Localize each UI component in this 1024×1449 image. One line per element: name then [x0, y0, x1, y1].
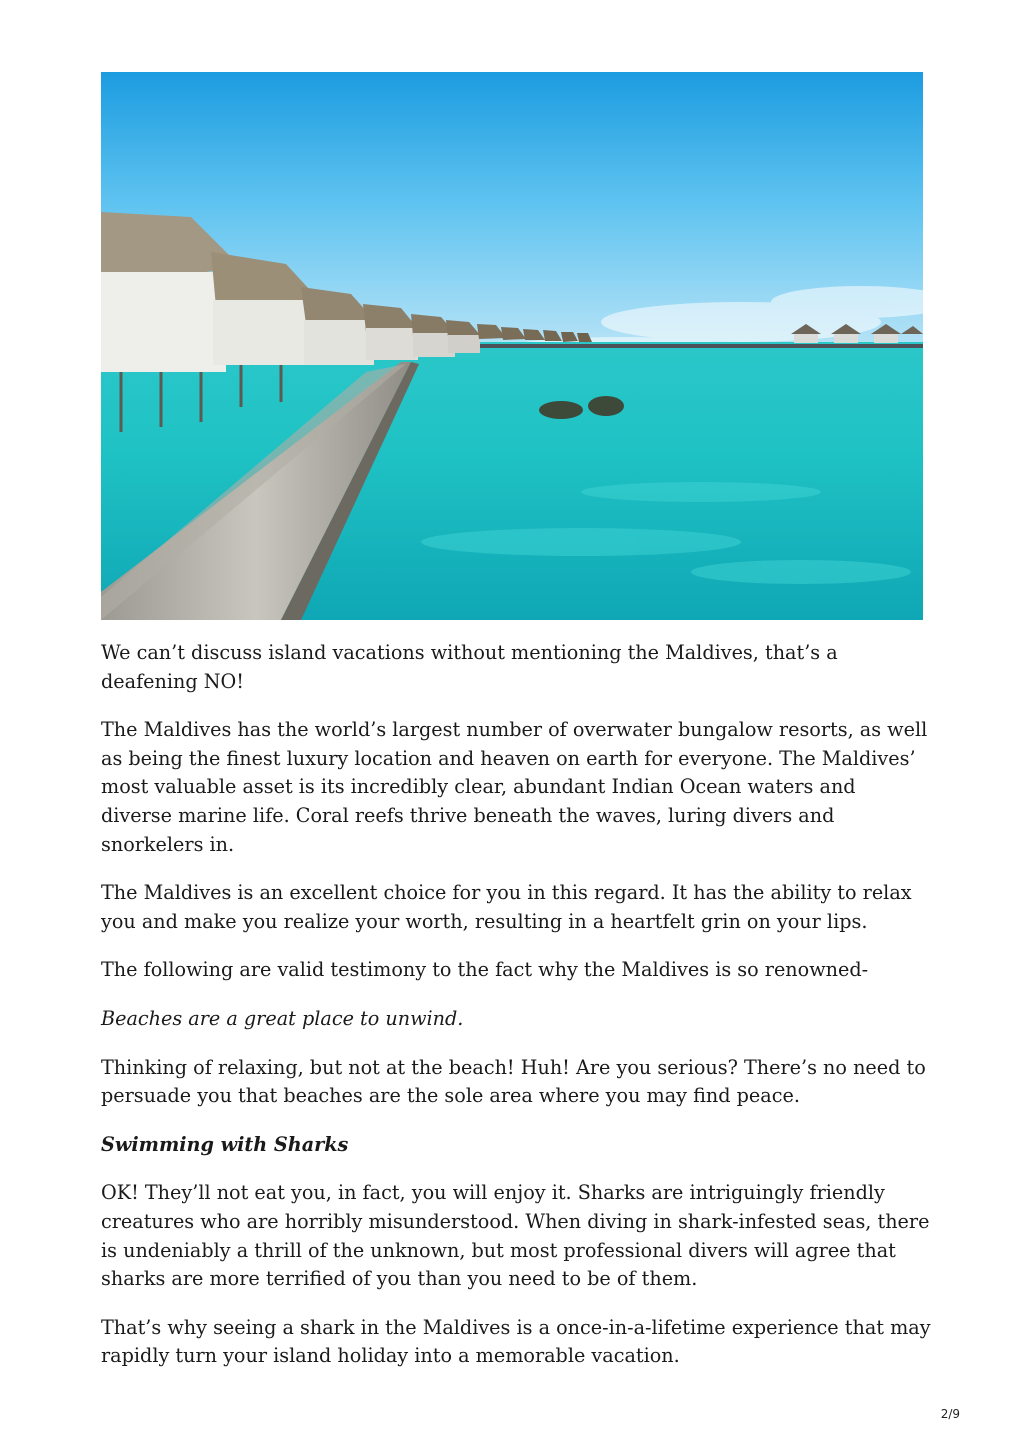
sharks-heading: Swimming with Sharks — [101, 1132, 349, 1156]
relaxation-paragraph: The Maldives is an excellent choice for you in this regard. It has the ability to relax you and make you realize your worth, resulting in a heartfelt grin on your lips. — [101, 881, 912, 933]
beaches-paragraph: Thinking of relaxing, but not at the beach! Huh! Are you serious? There’s no need to persuade you that beaches are the sole area where you may find peace. — [101, 1055, 926, 1108]
page-number: 2/9 — [940, 1407, 960, 1421]
intro-paragraph: We can’t discuss island vacations without mentioning the Maldives, that’s a deafening NO! — [101, 641, 838, 693]
shark-experience-paragraph: That’s why seeing a shark in the Maldives is a once-in-a-lifetime experience that may rapidly turn your island holiday into a memorable vacation. — [101, 1315, 931, 1368]
hero-image — [101, 72, 923, 620]
sharks-paragraph: OK! They’ll not eat you, in fact, you will enjoy it. Sharks are intriguingly friendly creatures who are horribly misunderstood. When diving in shark-infested seas, there is undeniably a thrill of the unknown, but most professional divers will agree that sharks are more terrified of you than you need to be of them. — [101, 1181, 930, 1291]
testimony-intro-paragraph: The following are valid testimony to the fact why the Maldives is so renowned- — [101, 958, 869, 982]
article-body — [101, 639, 931, 1391]
maldives-description-paragraph: The Maldives has the world’s largest number of overwater bungalow resorts, as well as being the finest luxury location and heaven on earth for everyone. The Maldives’ most valuable asset is its incredibly clear, abundant Indian Ocean waters and diverse marine life. Coral reefs thrive beneath the waves, luring divers and snorkelers in. — [101, 718, 928, 856]
beaches-subheading: Beaches are a great place to unwind. — [101, 1006, 464, 1030]
